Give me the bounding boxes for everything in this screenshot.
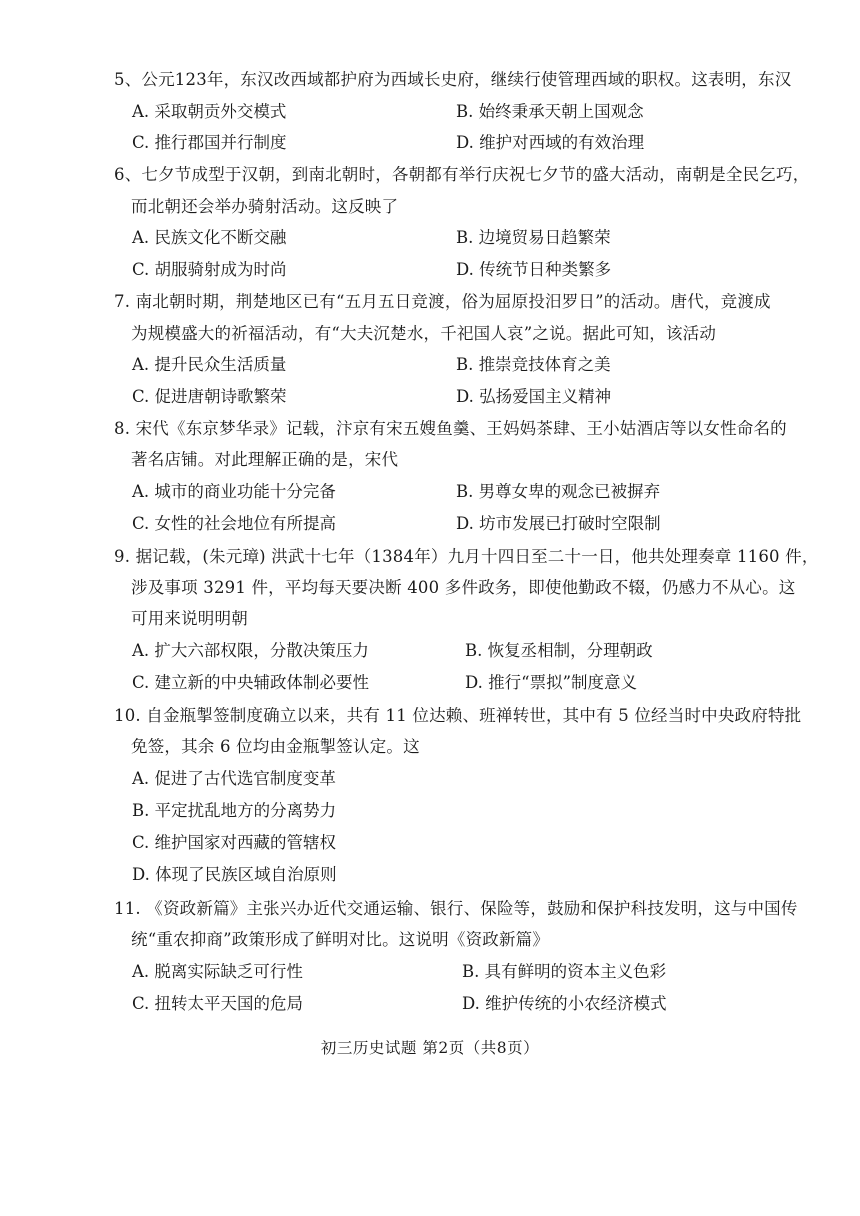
question-stem-line: 5、公元123年，东汉改西域都护府为西域长史府，继续行使管理西域的职权。这表明，东汉: [114, 70, 792, 89]
question-stem-line: 免签，其余 6 位均由金瓶掣签认定。这: [131, 737, 420, 756]
option-d: D. 体现了民族区域自治原则: [132, 865, 337, 884]
option-c: C. 扭转太平天国的危局: [132, 994, 304, 1013]
question-stem-line: 著名店铺。对此理解正确的是，宋代: [131, 450, 399, 469]
question-stem-line: 7. 南北朝时期，荆楚地区已有“五月五日竞渡，俗为屈原投汨罗日”的活动。唐代，竞渡成: [114, 292, 771, 311]
option-d: D. 推行“票拟”制度意义: [465, 673, 638, 692]
question-stem-line: 9. 据记载，(朱元璋) 洪武十七年（1384年）九月十四日至二十一日，他共处理奏章 1160 件，: [114, 547, 819, 566]
option-d: D. 维护传统的小农经济模式: [462, 994, 667, 1013]
option-b: B. 具有鲜明的资本主义色彩: [462, 962, 667, 981]
option-b: B. 男尊女卑的观念已被摒弃: [456, 482, 661, 501]
page-footer: 初三历史试题 第2页（共8页）: [320, 1039, 540, 1057]
question-stem-line: 6、七夕节成型于汉朝，到南北朝时，各朝都有举行庆祝七夕节的盛大活动，南朝是全民乞巧，: [114, 165, 810, 184]
question-stem-line: 而北朝还会举办骑射活动。这反映了: [131, 197, 399, 216]
option-c: C. 推行郡国并行制度: [132, 133, 287, 152]
option-b: B. 恢复丞相制，分理朝政: [465, 641, 653, 660]
option-a: A. 促进了古代选官制度变革: [132, 769, 336, 788]
option-a: A. 采取朝贡外交模式: [132, 102, 287, 121]
option-d: D. 维护对西域的有效治理: [456, 133, 645, 152]
option-c: C. 建立新的中央辅政体制必要性: [132, 673, 370, 692]
option-a: A. 扩大六部权限，分散决策压力: [132, 641, 369, 660]
option-d: D. 坊市发展已打破时空限制: [456, 514, 661, 533]
option-c: C. 女性的社会地位有所提高: [132, 514, 337, 533]
option-d: D. 弘扬爱国主义精神: [456, 387, 612, 406]
option-c: C. 维护国家对西藏的管辖权: [132, 833, 337, 852]
question-stem-line: 8. 宋代《东京梦华录》记载，汴京有宋五嫂鱼羹、王妈妈茶肆、王小姑酒店等以女性命名的: [114, 419, 787, 438]
option-c: C. 胡服骑射成为时尚: [132, 260, 287, 279]
option-a: A. 提升民众生活质量: [132, 355, 287, 374]
question-stem-line: 为规模盛大的祈福活动，有“大夫沉楚水，千祀国人哀”之说。据此可知，该活动: [131, 324, 717, 343]
question-stem-line: 10. 自金瓶掣签制度确立以来，共有 11 位达赖、班禅转世，其中有 5 位经当时中央政府特批: [114, 706, 802, 725]
option-b: B. 平定扰乱地方的分离势力: [132, 801, 337, 820]
option-a: A. 民族文化不断交融: [132, 228, 287, 247]
question-stem-line: 统“重农抑商”政策形成了鲜明对比。这说明《资政新篇》: [131, 930, 550, 949]
option-c: C. 促进唐朝诗歌繁荣: [132, 387, 287, 406]
option-b: B. 始终秉承天朝上国观念: [456, 102, 644, 121]
option-b: B. 边境贸易日趋繁荣: [456, 228, 611, 247]
option-a: A. 脱离实际缺乏可行性: [132, 962, 303, 981]
question-stem-line: 涉及事项 3291 件，平均每天要决断 400 多件政务，即使他勤政不辍，仍感力不从心。这: [131, 578, 796, 597]
question-stem-line: 11. 《资政新篇》主张兴办近代交通运输、银行、保险等，鼓励和保护科技发明，这与中国传: [114, 899, 798, 918]
option-a: A. 城市的商业功能十分完备: [132, 482, 336, 501]
option-b: B. 推崇竞技体育之美: [456, 355, 611, 374]
question-stem-line: 可用来说明明朝: [131, 609, 248, 628]
option-d: D. 传统节日种类繁多: [456, 260, 612, 279]
